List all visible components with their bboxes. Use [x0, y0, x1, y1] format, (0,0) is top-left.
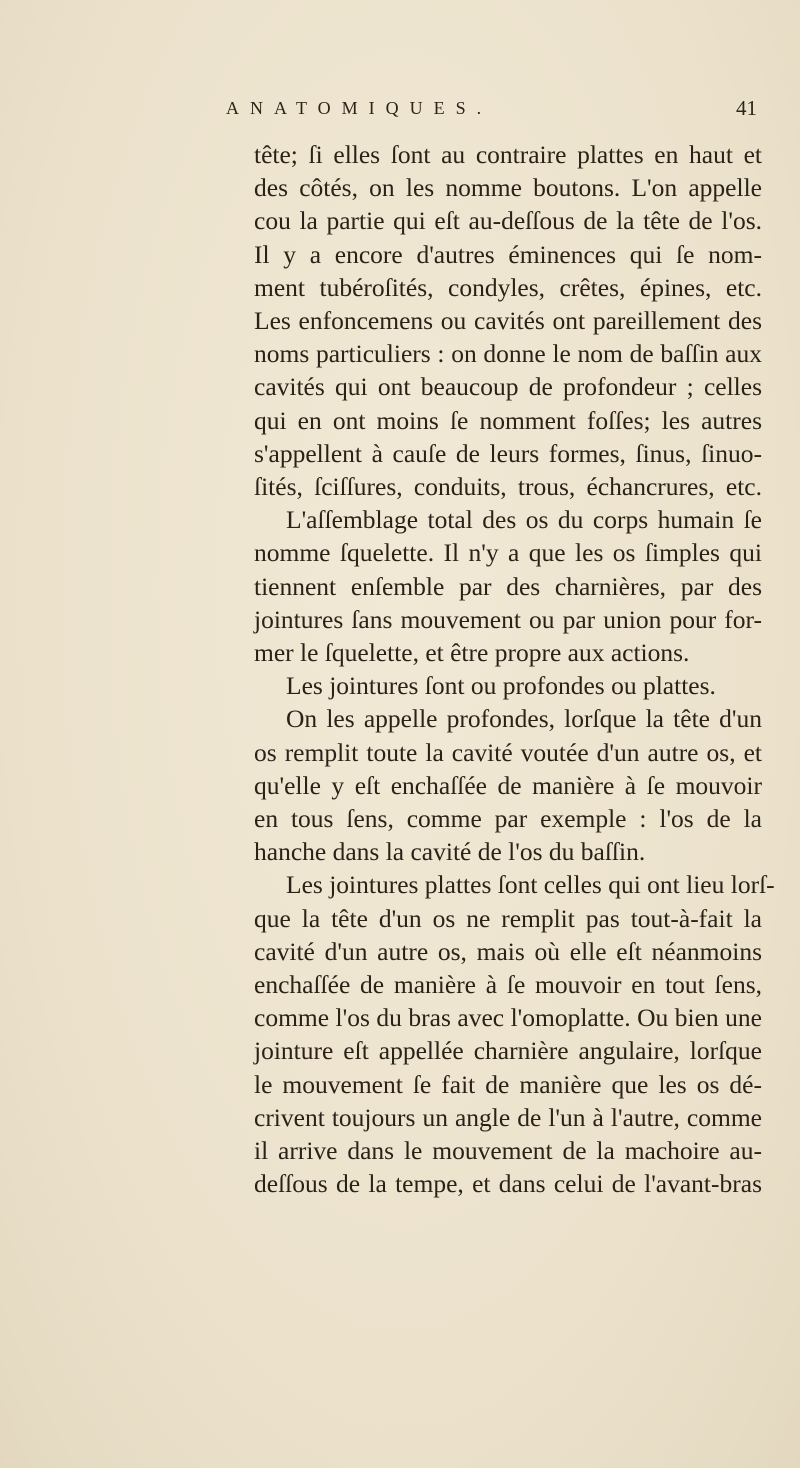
text-line: cou la partie qui eſt au-deſſous de la tête de l'os. — [254, 206, 762, 236]
text-line: Les enfoncemens ou cavités ont pareillement des — [254, 306, 762, 335]
text-line: jointures ſans mouvement ou par union pour for- — [254, 604, 762, 634]
text-line: comme l'os du bras avec l'omoplatte. Ou bien une — [254, 1003, 762, 1033]
text-line: le mouvement ſe fait de manière que les os dé- — [254, 1069, 762, 1099]
text-line: deſſous de la tempe, et dans celui de l'avant-bras — [254, 1169, 762, 1199]
text-line: cavité d'un autre os, mais où elle eſt néanmoins — [254, 936, 762, 966]
text-line: ſités, ſciſſures, conduits, trous, échancrures, etc. — [254, 472, 762, 501]
text-line: hanche dans la cavité de l'os du baſſin. — [254, 837, 646, 867]
text-line: jointure eſt appellée charnière angulaire, lorſque — [254, 1036, 762, 1066]
text-line: nomme ſquelette. Il n'y a que les os ſimples qui — [254, 538, 762, 568]
text-line: ment tubéroſités, condyles, crêtes, épines, etc. — [254, 272, 762, 302]
text-line: cavités qui ont beaucoup de profondeur ; celles — [254, 372, 762, 402]
text-line: enchaſſée de manière à ſe mouvoir en tout ſens, — [254, 970, 762, 999]
text-line: L'aſſemblage total des os du corps humain ſe — [286, 505, 762, 535]
text-line: noms particuliers : on donne le nom de baſſin aux — [254, 339, 762, 369]
text-line: Les jointures ſont ou profondes ou plattes. — [286, 671, 716, 701]
text-line: qu'elle y eſt enchaſſée de manière à ſe mouvoir — [254, 770, 762, 800]
text-line: tiennent enſemble par des charnières, par des — [254, 571, 762, 601]
text-line: des côtés, on les nomme boutons. L'on appelle — [254, 173, 762, 203]
text-line: il arrive dans le mouvement de la machoire au- — [254, 1136, 762, 1165]
text-line: tête; ſi elles ſont au contraire plattes en haut et — [254, 140, 762, 169]
page-number: 41 — [736, 96, 757, 120]
text-line: Il y a encore d'autres éminences qui ſe nom- — [254, 239, 762, 269]
text-line: mer le ſquelette, et être propre aux actions. — [254, 638, 690, 667]
text-line: On les appelle profondes, lorſque la tête d'un — [286, 704, 762, 734]
text-line: en tous ſens, comme par exemple : l'os de la — [254, 804, 762, 833]
text-line: qui en ont moins ſe nomment foſſes; les autres — [254, 405, 762, 435]
text-line: s'appellent à cauſe de leurs formes, ſinus, ſinuo- — [254, 438, 762, 468]
text-line: que la tête d'un os ne remplit pas tout-à-fait la — [254, 903, 762, 933]
text-line: os remplit toute la cavité voutée d'un autre os, et — [254, 737, 762, 767]
text-line: Les jointures plattes ſont celles qui ont lieu lorſ- — [286, 870, 775, 900]
running-head: ANATOMIQUES. — [226, 98, 493, 118]
text-line: crivent toujours un angle de l'un à l'autre, comme — [254, 1102, 762, 1132]
